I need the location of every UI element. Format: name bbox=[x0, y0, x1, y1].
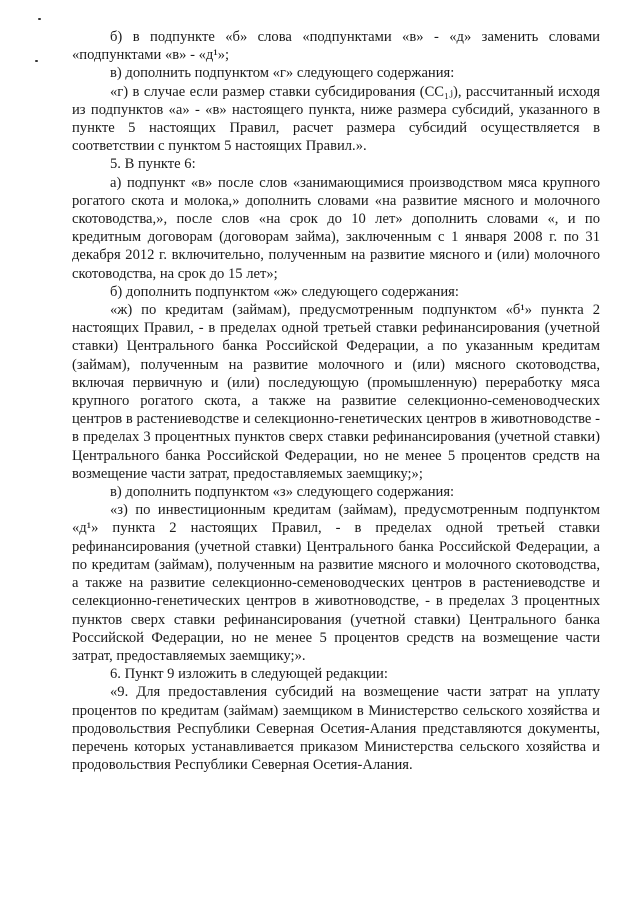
paragraph-z-text: «з) по инвестиционным кредитам (займам), предусмотренным подпунктом «д¹» пункта 2 настоящих Правил, - в пределах одной третьей ставки рефинансирования (учетной ставки) Центрального банка Российской Федерации, а по кредитам (займам), полученным на развитие мясного и молочного скотоводства, а также на развитие селекционно-семеноводческих центров в растениеводстве и селекционно-генетических центров в животноводстве, - в пределах 3 процентных пунктов сверх ставки рефинансирования (учетной ставки) Центрального банка Российской Федерации, но не менее 5 процентов средств на возмещение части затрат, предоставляемых заемщику;». bbox=[72, 502, 600, 664]
paragraph-a-subclause: а) подпункт «в» после слов «занимающимися производством мяса крупного рогатого скота и молока,» дополнить словами «на развитие мясного и молочного скотоводства,», после слов «на срок до 10 лет» дополнить словами «, и по кредитным договорам (договорам займа), заключенным с 1 января 2008 г. по 31 декабря 2012 г. включительно, полученным на развитие мясного и (или) молочного скотоводства, на срок до 15 лет»; bbox=[72, 174, 600, 282]
paragraph-g-text: «г) в случае если размер ставки субсидирования (СС₁ⱼ), рассчитанный исходя из подпунктов «а» - «в» настоящего пункта, ниже размера субсидий, указанного в пункте 5 настоящих Правил, расчет размера субсидий осуществляется в соответствии с пунктом 5 настоящих Правил.». bbox=[72, 83, 600, 155]
paragraph-item-9-text: «9. Для предоставления субсидий на возмещение части затрат на уплату процентов по кредитам (займам) заемщиком в Министерство сельского хозяйства и продовольствия Республики Северная Осетия-Алания представляются документы, перечень которых устанавливается приказом Министерства сельского хозяйства и продовольствия Республики Северная Осетия-Алания. bbox=[72, 684, 600, 774]
paragraph-v-add-z: в) дополнить подпунктом «з» следующего содержания: bbox=[110, 484, 455, 501]
scan-speck bbox=[35, 60, 38, 62]
scan-speck bbox=[38, 18, 41, 20]
paragraph-b-add-zh: б) дополнить подпунктом «ж» следующего содержания: bbox=[110, 283, 459, 300]
document-body bbox=[72, 28, 600, 774]
paragraph-zh-text: «ж) по кредитам (займам), предусмотренным подпунктом «б¹» пункта 2 настоящих Правил, - в пределах одной третьей ставки рефинансирования (учетной ставки) Центрального банка Российской Федерации, а по указанным кредитам (займам), полученным на развитие молочного и (или) мясного скотоводства, включая первичную и (или) последующую (промышленную) переработку мяса крупного рогатого скота, а также на развитие селекционно-семеноводческих центров в растениеводстве и селекционно-генетических центров в животноводстве - в пределах 3 процентных пунктов сверх ставки рефинансирования (учетной ставки) Центрального банка Российской Федерации, но не менее 5 процентов средств на возмещение части затрат, предоставляемых заемщику;»; bbox=[72, 302, 600, 482]
paragraph-b-subclause: б) в подпункте «б» слова «подпунктами «в» - «д» заменить словами «подпунктами «в» - «д¹»; bbox=[72, 29, 600, 64]
paragraph-v-add-g: в) дополнить подпунктом «г» следующего содержания: bbox=[110, 65, 455, 82]
paragraph-item-6: 6. Пункт 9 изложить в следующей редакции: bbox=[110, 666, 388, 683]
paragraph-item-5: 5. В пункте 6: bbox=[110, 156, 196, 173]
